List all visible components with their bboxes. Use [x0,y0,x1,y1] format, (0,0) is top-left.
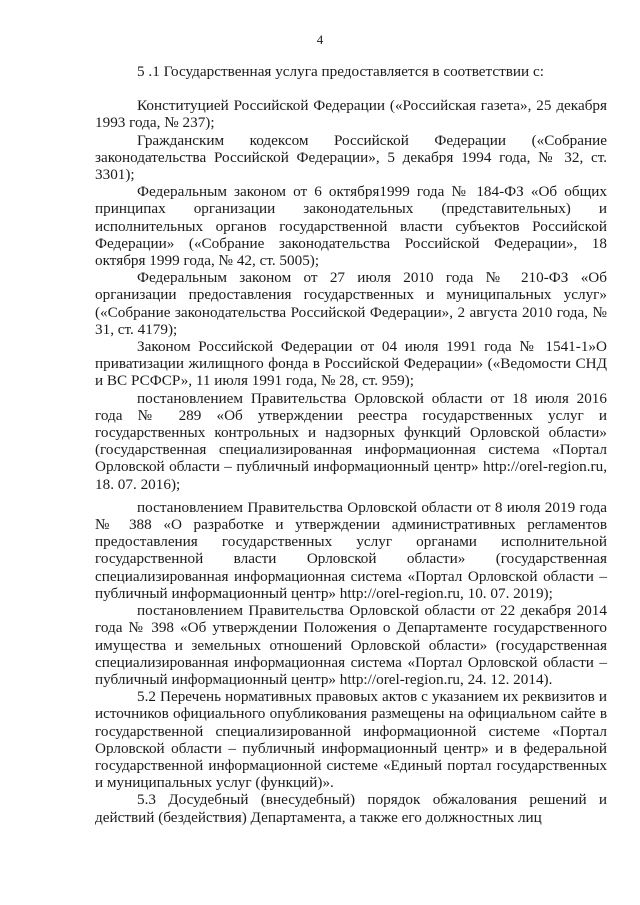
legal-basis-federal-law-210: Федеральным законом от 27 июля 2010 года № 210-ФЗ «Об организации предоставления государственных и муниципальных услуг» («Собрание законодательства Российской Федерации», 2 августа 2010 года, № 31, ст. 4179); [95,269,607,338]
section-5-3-paragraph: 5.3 Досудебный (внесудебный) порядок обжалования решений и действий (бездействия) Департамента, а также его должностных лиц [95,791,607,826]
section-5-1-heading: 5 .1 Государственная услуга предоставляется в соответствии с: [137,63,544,80]
document-body [95,63,607,826]
section-5-2-paragraph: 5.2 Перечень нормативных правовых актов с указанием их реквизитов и источников официального опубликования размещены на официальном сайте в государственной специализированной информационной системе «Портал Орловской области – публичный информационный центр» и в федеральной государственной информационной системе «Единый портал государственных и муниципальных услуг (функций)». [95,688,607,792]
legal-basis-resolution-398: постановлением Правительства Орловской области от 22 декабря 2014 года № 398 «Об утверждении Положения о Департаменте государственного имущества и земельных отношений Орловской области» (государственная специализированная информационная система «Портал Орловской области – публичный информационный центр» http://orel-region.ru, 24. 12. 2014). [95,602,607,688]
legal-basis-resolution-388: постановлением Правительства Орловской области от 8 июля 2019 года № 388 «О разработке и утверждении административных регламентов предоставления государственных услуг органами исполнительной государственной власти Орловской области» (государственная специализированная информационная система «Портал Орловской области – публичный информационный центр» http://orel-region.ru, 10. 07. 2019); [95,498,607,602]
page-number: 4 [316,32,324,47]
legal-basis-resolution-289: постановлением Правительства Орловской области от 18 июля 2016 года № 289 «Об утверждении реестра государственных услуг и государственных контрольных и надзорных функций Орловской области» (государственная специализированная информационная система «Портал Орловской области – публичный информационный центр» http://orel-region.ru, 18. 07. 2016); [95,389,607,493]
legal-basis-federal-law-184: Федеральным законом от 6 октября1999 года № 184-ФЗ «Об общих принципах организации законодательных (представительных) и исполнительных органов государственной власти субъектов Российской Федерации» («Собрание законодательства Российской Федерации», 18 октября 1999 года, № 42, ст. 5005); [95,183,607,270]
legal-basis-law-1541: Законом Российской Федерации от 04 июля 1991 года № 1541-1»О приватизации жилищного фонда в Российской Федерации» («Ведомости СНД и ВС РСФСР», 11 июля 1991 года, № 28, ст. 959); [95,338,607,390]
legal-basis-constitution: Конституцией Российской Федерации («Российская газета», 25 декабря 1993 года, № 237); [95,97,607,132]
legal-basis-civil-code: Гражданским кодексом Российской Федерации («Собрание законодательства Российской Федерации», 5 декабря 1994 года, № 32, ст. 3301); [95,131,607,184]
